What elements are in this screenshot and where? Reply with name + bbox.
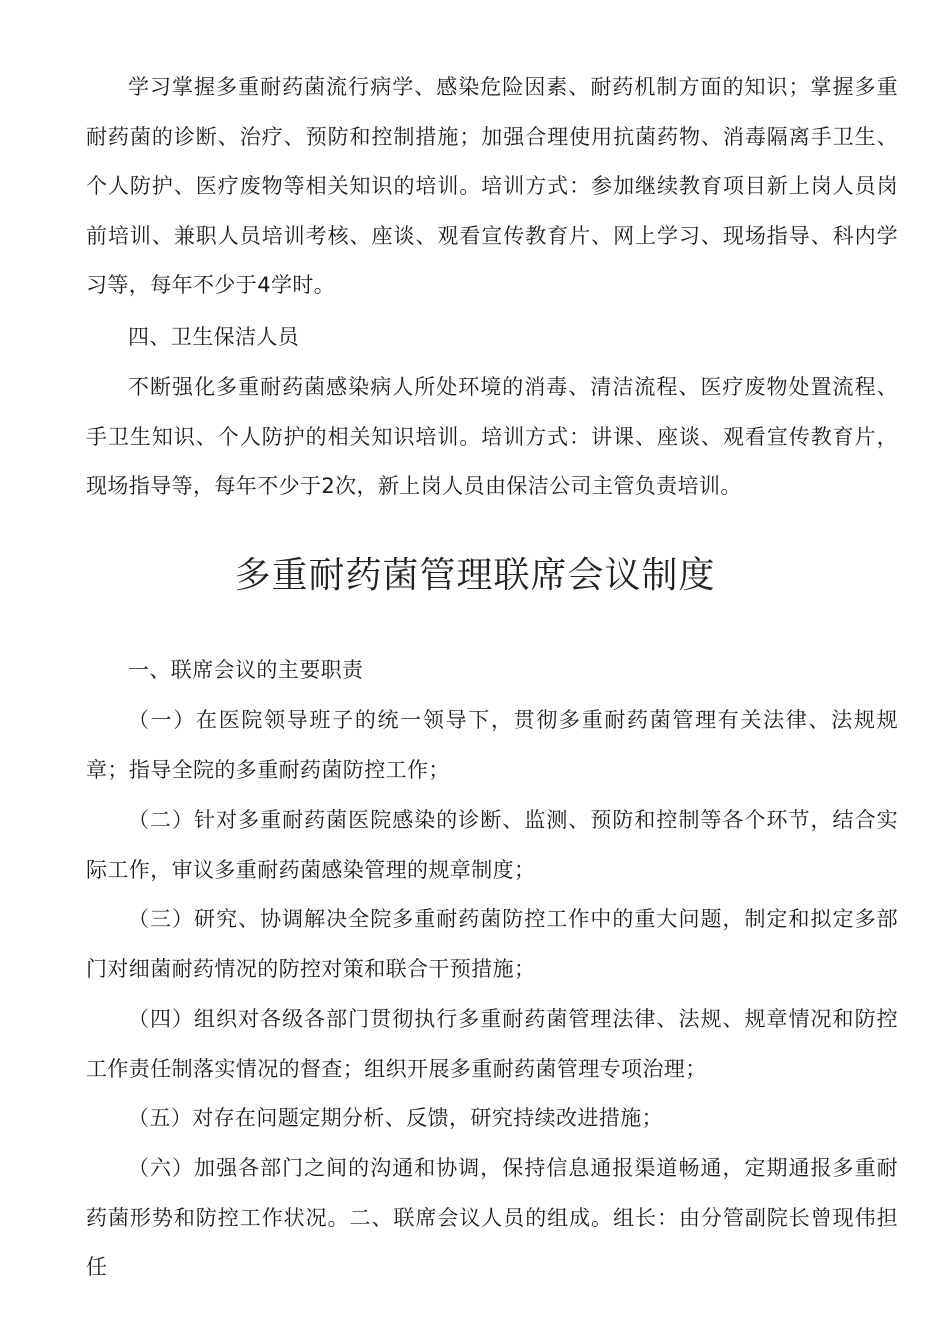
duty-item-1: （一）在医院领导班子的统一领导下，贯彻多重耐药菌管理有关法律、法规规章；指导全院的多重耐药菌防控工作； — [86, 708, 898, 782]
document-title: 多重耐药菌管理联席会议制度 — [234, 555, 716, 596]
duty-item-4: （四）组织对各级各部门贯彻执行多重耐药菌管理法律、法规、规章情况和防控工作责任制落实情况的督查；组织开展多重耐药菌管理专项治理； — [86, 1007, 898, 1081]
duty-item-3: （三）研究、协调解决全院多重耐药菌防控工作中的重大问题，制定和拟定多部门对细菌耐药情况的防控对策和联合干预措施； — [86, 907, 898, 981]
paragraph-cleaning-training: 不断强化多重耐药菌感染病人所处环境的消毒、清洁流程、医疗废物处置流程、手卫生知识、个人防护的相关知识培训。培训方式：讲课、座谈、观看宣传教育片，现场指导等，每年不少于2次，新上岗人员由保洁公司主管负责培训。 — [86, 375, 898, 498]
duty-item-2: （二）针对多重耐药菌医院感染的诊断、监测、预防和控制等各个环节，结合实际工作，审议多重耐药菌感染管理的规章制度； — [86, 808, 898, 882]
duty-item-6: （六）加强各部门之间的沟通和协调，保持信息通报渠道畅通，定期通报多重耐药菌形势和防控工作状况。二、联席会议人员的组成。组长：由分管副院长曾现伟担任 — [86, 1156, 898, 1279]
duty-item-5: （五）对存在问题定期分析、反馈，研究持续改进措施； — [128, 1106, 663, 1130]
section-heading-duties: 一、联席会议的主要职责 — [128, 658, 364, 682]
section-heading-cleaning-staff: 四、卫生保洁人员 — [128, 325, 300, 349]
paragraph-training-content: 学习掌握多重耐药菌流行病学、感染危险因素、耐药机制方面的知识；掌握多重耐药菌的诊断、治疗、预防和控制措施；加强合理使用抗菌药物、消毒隔离手卫生、个人防护、医疗废物等相关知识的培训。培训方式：参加继续教育项目新上岗人员岗前培训、兼职人员培训考核、座谈、观看宣传教育片、网上学习、现场指导、科内学习等，每年不少于4学时。 — [86, 75, 898, 297]
